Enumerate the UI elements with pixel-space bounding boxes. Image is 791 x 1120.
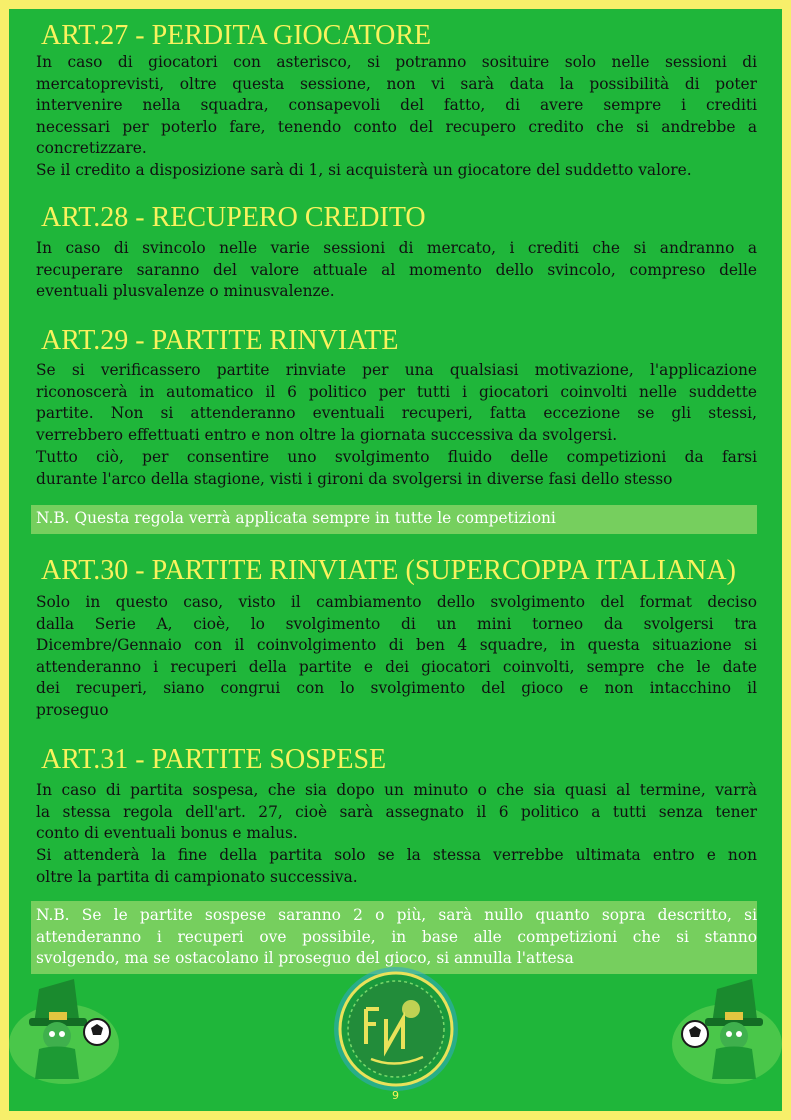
- section-title-art-28: ART.28 - RECUPERO CREDITO: [41, 202, 426, 233]
- section-body-art-28: In caso di svincolo nelle varie sessioni di mercato, i crediti che si andranno a recuperare saranno del valore attuale al momento dello svincolo, compreso delle eventuali plusvalenze o minusvalenze.: [36, 239, 757, 301]
- section-body-art-30: Solo in questo caso, visto il cambiamento dello svolgimento del format deciso dalla Serie A, cioè, lo svolgimento di un mini torneo da svolgersi tra Dicembre/Gennaio con il coinvolgimento di ben 4 squadre, in questa situazione si attenderanno i recuperi della partite e dei giocatori coinvolti, sempre che le date dei recuperi, siano congrui con lo svolgimento del gioco e non intacchino il proseguo: [36, 593, 757, 719]
- section-body-art-31-p1: In caso di partita sospesa, che sia dopo un minuto o che sia quasi al termine, varrà la stessa regola dell'art. 27, cioè sarà assegnato il 6 politico a tutti senza tener conto di eventuali bonus e malus.: [36, 781, 757, 843]
- page-number: 9: [392, 1089, 399, 1102]
- fanta-nostalgici-logo-icon: [331, 964, 461, 1094]
- leprechaun-mascot-icon: [9, 974, 124, 1089]
- section-body-art-27-p2: Se il credito a disposizione sarà di 1, si acquisterà un giocatore del suddetto valore.: [36, 161, 692, 179]
- section-body-art-29-p2: Tutto ciò, per consentire uno svolgimento fluido delle competizioni da farsi durante l'arco della stagione, visti i gironi da svolgersi in diverse fasi dello stesso: [36, 448, 757, 488]
- section-title-art-27: ART.27 - PERDITA GIOCATORE: [41, 20, 432, 51]
- note-box-art-29: N.B. Questa regola verrà applicata sempre in tutte le competizioni: [31, 505, 757, 534]
- section-title-art-29: ART.29 - PARTITE RINVIATE: [41, 325, 399, 356]
- section-body-art-27-p1: In caso di giocatori con asterisco, si potranno sosituire solo nelle sessioni di mercatoprevisti, oltre questa sessione, non vi sarà data la possibilità di poter intervenire nella squadra, consapevoli del fatto, di avere sempre i crediti necessari per poterlo fare, tenendo conto del recupero credito che si andrebbe a concretizzare.: [36, 53, 757, 158]
- section-body-art-29-p1: Se si verificassero partite rinviate per una qualsiasi motivazione, l'applicazione riconoscerà in automatico il 6 politico per tutti i giocatori coinvolti nelle suddette partite. Non si attenderanno eventuali recuperi, fatta eccezione se gli stessi, verrebbero effettuati entro e non oltre la giornata successiva da svolgersi.: [36, 361, 757, 444]
- leprechaun-mascot-icon: [667, 974, 782, 1089]
- section-body-art-31-p2: Si attenderà la fine della partita solo se la stessa verrebbe ultimata entro e non oltre la partita di campionato successiva.: [36, 846, 757, 886]
- note-box-art-31: N.B. Se le partite sospese saranno 2 o più, sarà nullo quanto sopra descritto, si attenderanno i recuperi ove possibile, in base alle competizioni che si stanno svolgendo, ma se ostacolano il proseguo del gioco, si annulla l'attesa: [31, 901, 757, 974]
- section-title-art-31: ART.31 - PARTITE SOSPESE: [41, 744, 387, 775]
- section-title-art-30: ART.30 - PARTITE RINVIATE (SUPERCOPPA ITALIANA): [41, 555, 736, 586]
- document-page: [9, 9, 782, 1111]
